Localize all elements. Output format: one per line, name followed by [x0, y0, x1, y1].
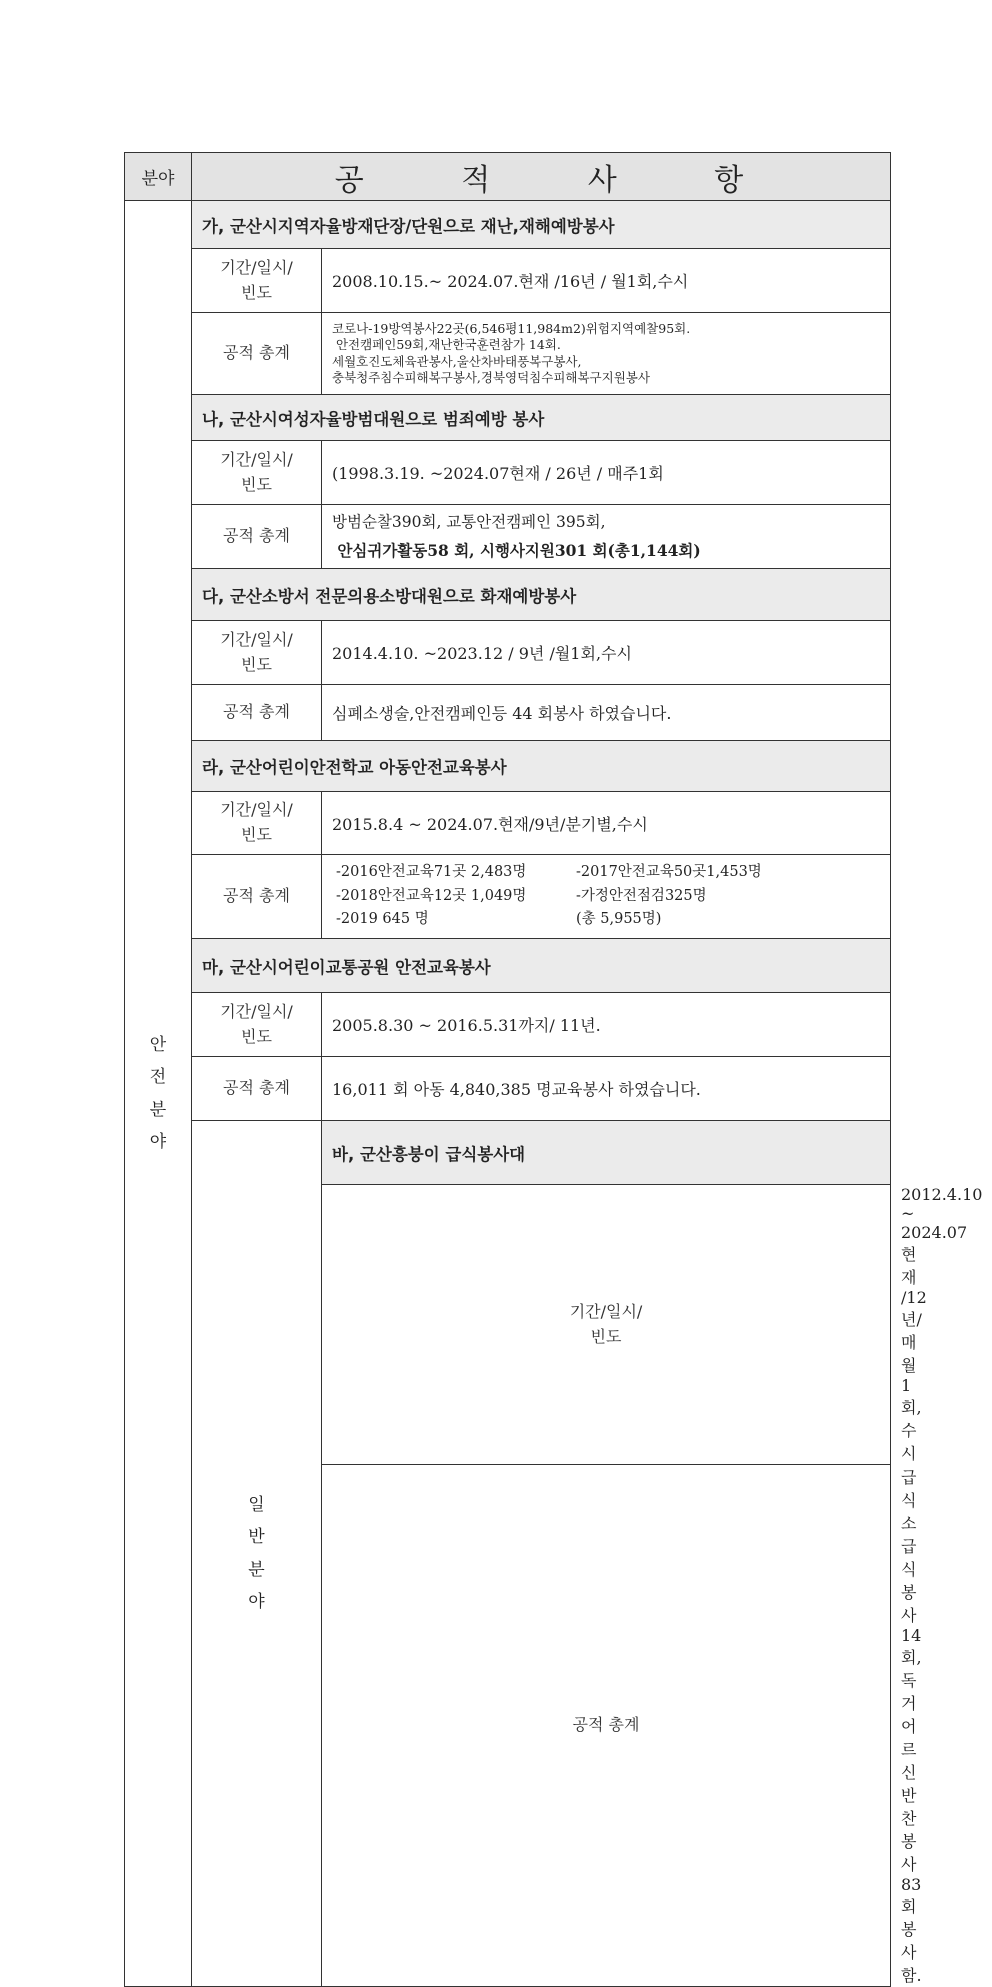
period-label: 기간/일시/ 빈도: [322, 1185, 891, 1465]
period-label: 기간/일시/ 빈도: [192, 621, 322, 685]
section-row: [125, 741, 891, 792]
stat-item: -2017안전교육50곳1,453명: [576, 863, 762, 880]
stat-item: -2019 645 명: [336, 911, 429, 928]
record-label: 공적 총계: [322, 1465, 891, 1987]
stat-item: -가정안전점검325명: [576, 887, 707, 904]
record-row: [125, 685, 891, 741]
record-row: [125, 855, 891, 939]
period-label: 기간/일시/ 빈도: [192, 792, 322, 855]
period-row: [125, 249, 891, 313]
period-label: 기간/일시/ 빈도: [192, 441, 322, 505]
field-char: 분: [248, 1559, 265, 1580]
period-value: (1998.3.19. ~2024.07현재 / 26년 / 매주1회: [322, 441, 891, 505]
period-value: 2005.8.30 ~ 2016.5.31까지/ 11년.: [322, 993, 891, 1057]
section-title: 라, 군산어린이안전학교 아동안전교육봉사: [192, 741, 891, 792]
record-value: 방범순찰390회, 교통안전캠페인 395회, 안심귀가활동58 회, 시행사지원301 회(총1,144회): [322, 505, 891, 569]
stat-item: -2018안전교육12곳 1,049명: [336, 887, 527, 904]
period-row: [125, 621, 891, 685]
record-value: 심폐소생술,안전캠페인등 44 회봉사 하였습니다.: [322, 685, 891, 741]
record-row: [125, 1057, 891, 1121]
field-char: 반: [248, 1527, 265, 1548]
stat-item: (총 5,955명): [576, 911, 662, 928]
field-char: 전: [149, 1067, 167, 1088]
period-value: 2015.8.4 ~ 2024.07.현재/9년/분기별,수시: [322, 792, 891, 855]
record-label: 공적 총계: [192, 855, 322, 939]
section-row: [125, 939, 891, 993]
record-row: [125, 505, 891, 569]
table-header-row: [125, 153, 891, 201]
period-label: 기간/일시/ 빈도: [192, 993, 322, 1057]
section-row: [125, 201, 891, 249]
field-char: 야: [248, 1591, 265, 1612]
field-char: 안: [149, 1034, 167, 1055]
record-value: 16,011 회 아동 4,840,385 명교육봉사 하였습니다.: [322, 1057, 891, 1121]
record-label: 공적 총계: [192, 685, 322, 741]
field-header: 분야: [125, 153, 192, 201]
period-value: 2014.4.10. ~2023.12 / 9년 /월1회,수시: [322, 621, 891, 685]
field-char: 야: [149, 1131, 167, 1152]
section-title: 바, 군산흥붕이 급식봉사대: [322, 1121, 891, 1185]
record-label: 공적 총계: [192, 505, 322, 569]
record-row: [125, 313, 891, 395]
period-row: [125, 993, 891, 1057]
period-row: 기간/일시/ 빈도 2012.4.10 ~ 2024.07현재 /12년/매월1회,수시: [125, 1185, 891, 1465]
record-label: 공적 총계: [192, 313, 322, 395]
record-value: [322, 855, 891, 939]
record-value: 코로나-19방역봉사22곳(6,546평11,984m2)위험지역예찰95회. 안전캠페인59회,재난한국훈련참가 14회. 세월호진도체육관봉사,울산차바태풍복구봉사, 충북청주침수피해복구봉사,경북영덕침수피해복구지원봉사: [322, 313, 891, 395]
stat-item: -2016안전교육71곳 2,483명: [336, 863, 527, 880]
field-char: 일: [248, 1494, 265, 1515]
record-label: 공적 총계: [192, 1057, 322, 1121]
period-row: [125, 792, 891, 855]
field-char: 분: [149, 1099, 167, 1120]
section-row: [125, 1121, 891, 1185]
section-title: 마, 군산시어린이교통공원 안전교육봉사: [192, 939, 891, 993]
period-value: 2008.10.15.~ 2024.07.현재 /16년 / 월1회,수시: [322, 249, 891, 313]
section-row: [125, 569, 891, 621]
section-row: [125, 395, 891, 441]
period-label: 기간/일시/ 빈도: [192, 249, 322, 313]
merit-table: [124, 152, 983, 1987]
record-row: 공적 총계 급식소 급식봉사14 회,독거어르신반찬봉사 83회봉사함.: [125, 1465, 891, 1987]
section-title: 가, 군산시지역자율방재단장/단원으로 재난,재해예방봉사: [192, 201, 891, 249]
stats-grid: [332, 861, 890, 933]
field-safety: [125, 201, 192, 1987]
field-general: [192, 1121, 322, 1987]
section-title: 나, 군산시여성자율방범대원으로 범죄예방 봉사: [192, 395, 891, 441]
page-title: 공 적 사 항: [192, 153, 891, 201]
period-row: [125, 441, 891, 505]
section-title: 다, 군산소방서 전문의용소방대원으로 화재예방봉사: [192, 569, 891, 621]
